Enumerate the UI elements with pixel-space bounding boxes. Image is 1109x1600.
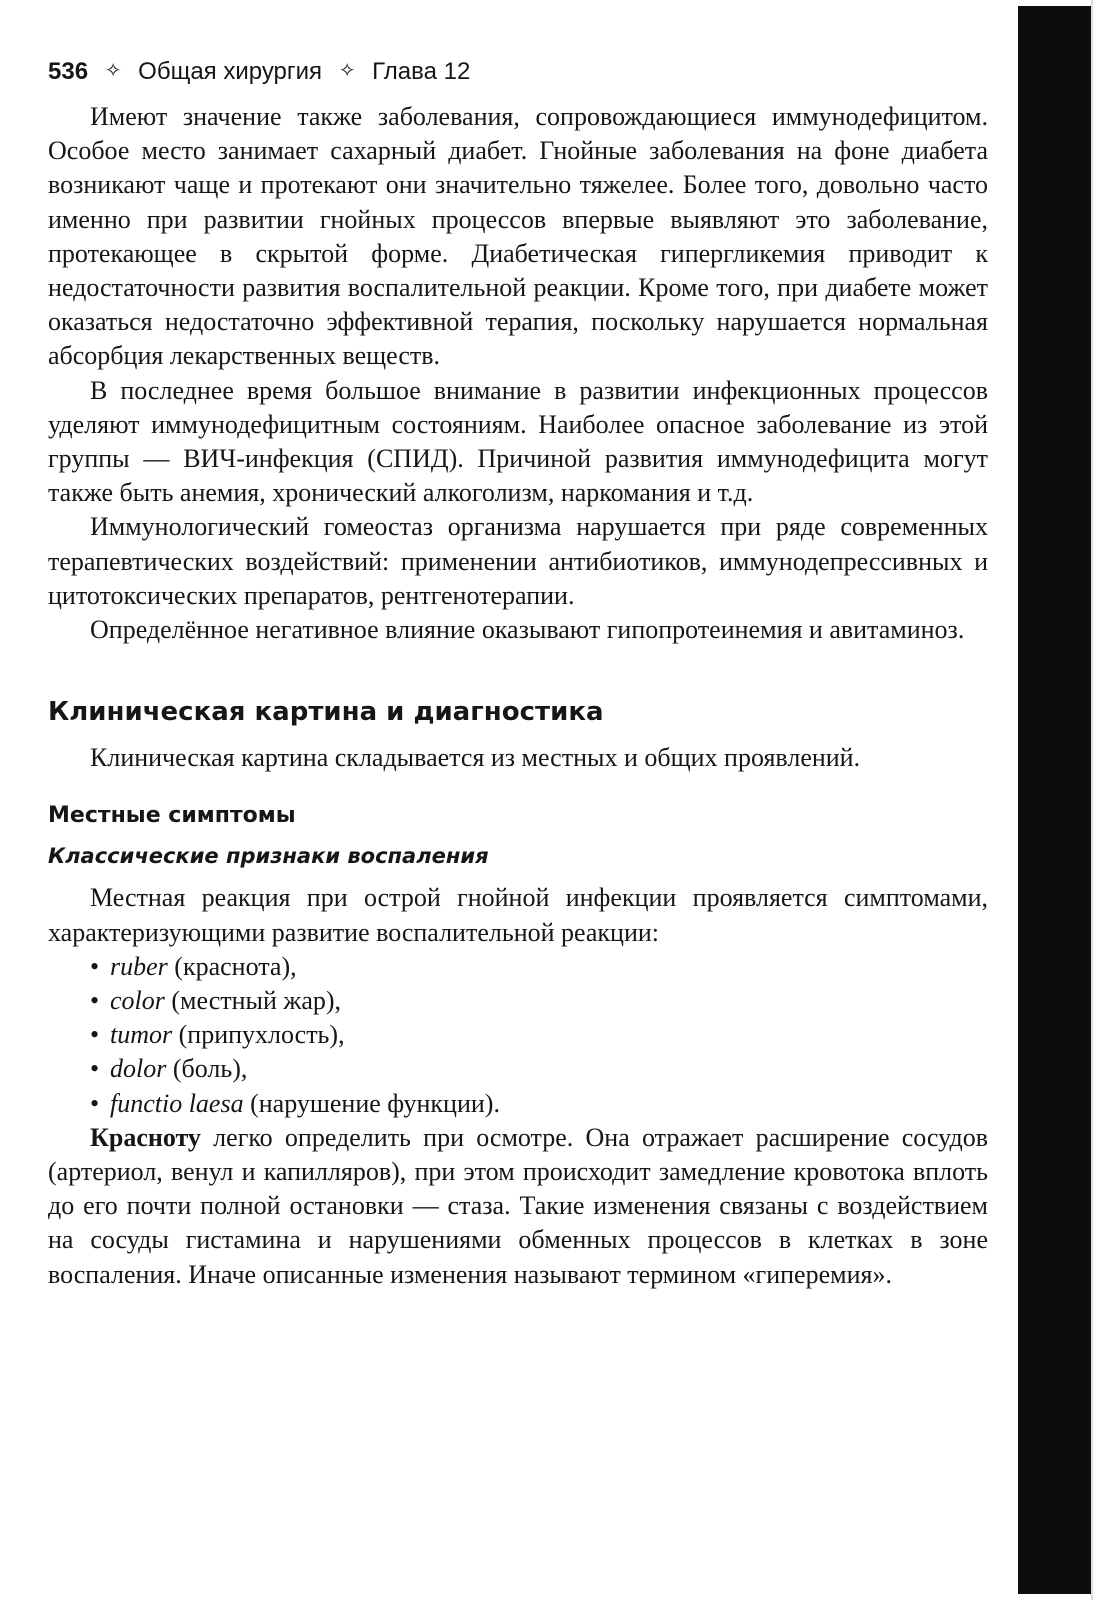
paragraph-immunological-homeostasis: Иммунологический гомеостаз организма нарушается при ряде современных терапевтических воздействий: применении антибиотиков, иммунодепрессивных и цитотоксических препаратов, рентгенотерапии. (48, 512, 988, 610)
section-intro: Клиническая картина складывается из местных и общих проявлений. (90, 743, 861, 773)
paragraph-immunodeficiency: В последнее время большое внимание в развитии инфекционных процессов уделяют иммунодефицитным состояниям. Наиболее опасное заболевание из этой группы — ВИЧ-инфекция (СПИД). Причиной развития иммунодефицита могут также быть анемия, хронический алкоголизм, наркомания и т.д. (48, 375, 988, 508)
bullet-icon: • (90, 951, 100, 981)
diamond-separator-icon: ✧ (104, 60, 122, 82)
chapter-label: Глава 12 (372, 58, 471, 85)
bullet-icon: • (90, 1054, 100, 1084)
list-item (90, 984, 988, 1018)
list-item (90, 1018, 988, 1052)
inflammation-signs-list (48, 950, 988, 1121)
bullet-icon: • (90, 986, 100, 1016)
list-item (90, 950, 988, 984)
paragraph-redness (48, 1121, 988, 1292)
signs-intro: Местная реакция при острой гнойной инфекции проявляется симптомами, характеризующими развитие воспалительной реакции: (48, 883, 988, 947)
running-header (48, 52, 988, 92)
paragraph-hypoproteinemia: Определённое негативное влияние оказывают гипопротеинемия и авитаминоз. (90, 615, 965, 645)
latin-term: dolor (110, 1054, 167, 1084)
latin-term: tumor (110, 1020, 173, 1050)
term-description: (краснота), (167, 951, 297, 981)
term-description: (боль), (166, 1054, 248, 1084)
bullet-icon: • (90, 1020, 100, 1050)
paragraph-diabetes: Имеют значение также заболевания, сопровождающиеся иммунодефицитом. Особое место занимает сахарный диабет. Гнойные заболевания на фоне диабета возникают чаще и протекают они значительно тяжелее. Более того, довольно часто именно при развитии гнойных процессов впервые выявляют это заболевание, протекающее в скрытой форме. Диабетическая гипергликемия приводит к недостаточности развития воспалительной реакции. Кроме того, при диабете может оказаться недостаточно эффективной терапия, поскольку нарушается нормальная абсорбция лекарственных веществ. (48, 102, 988, 371)
list-item (90, 1052, 988, 1086)
term-description: (нарушение функции). (243, 1088, 500, 1118)
paragraph-redness-text: легко определить при осмотре. Она отражает расширение сосудов (артериол, венул и капилляров), при этом происходит замедление кровотока вплоть до его почти полной остановки — стаза. Такие изменения связаны с воздействием на сосуды гистамина и нарушениями обменных процессов в клетках в зоне воспаления. Иначе описанные изменения называют термином «гиперемия». (48, 1122, 988, 1289)
scan-edge-line (1091, 0, 1093, 1600)
diamond-separator-icon: ✧ (338, 60, 356, 82)
latin-term: functio laesa (110, 1088, 244, 1118)
scan-edge-shadow (1018, 6, 1091, 1594)
book-title: Общая хирургия (138, 58, 323, 85)
bullet-icon: • (90, 1088, 100, 1118)
subsubsection-heading: Классические признаки воспаления (48, 844, 489, 869)
term-description: (припухлость), (172, 1020, 345, 1050)
latin-term: color (110, 986, 165, 1016)
page-number: 536 (48, 58, 89, 85)
section-heading: Клиническая картина и диагностика (48, 697, 604, 728)
term-description: (местный жар), (164, 986, 342, 1016)
latin-term: ruber (110, 951, 168, 981)
book-page (48, 52, 988, 1292)
list-item (90, 1087, 988, 1121)
bold-lead-term: Красноту (90, 1122, 201, 1152)
subsection-heading: Местные симптомы (48, 803, 296, 829)
